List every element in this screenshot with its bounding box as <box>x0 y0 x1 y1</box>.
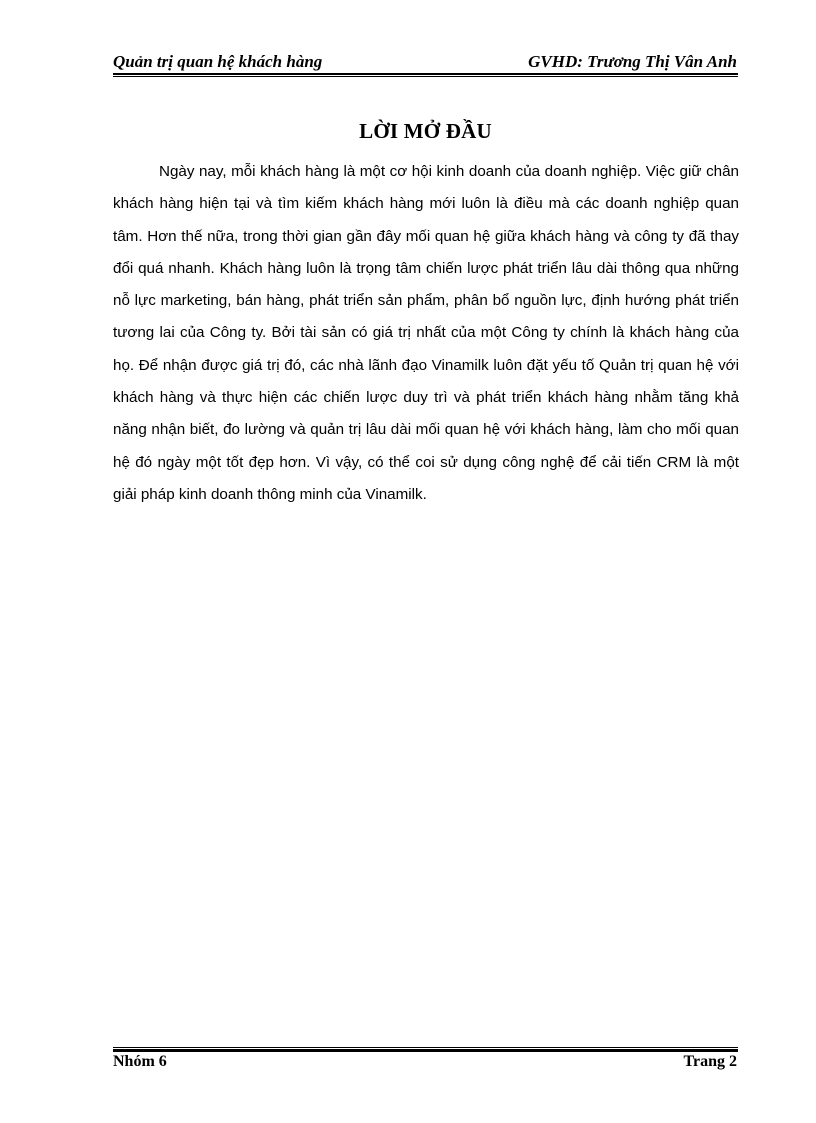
intro-paragraph: Ngày nay, mỗi khách hàng là một cơ hội kinh doanh của doanh nghiệp. Việc giữ chân khách hàng hiện tại và tìm kiếm khách hàng mới luôn là điều mà các doanh nghiệp quan tâm. Hơn thế nữa, trong thời gian gần đây mối quan hệ giữa khách hàng và công ty đã thay đổi quá nhanh. Khách hàng luôn là trọng tâm chiến lược phát triển lâu dài thông qua những nỗ lực marketing, bán hàng, phát triển sản phẩm, phân bổ nguồn lực, định hướng phát triển tương lai của Công ty. Bởi tài sản có giá trị nhất của một Công ty chính là khách hàng của họ. Để nhận được giá trị đó, các nhà lãnh đạo Vinamilk luôn đặt yếu tố Quản trị quan hệ với khách hàng và thực hiện các chiến lược duy trì và phát triển khách hàng nhằm tăng khả năng nhận biết, đo lường và quản trị lâu dài mối quan hệ với khách hàng, làm cho mối quan hệ đó ngày một tốt đẹp hơn. Vì vậy, có thể coi sử dụng công nghệ để cải tiến CRM là một giải pháp kinh doanh thông minh của Vinamilk. <box>113 163 739 503</box>
header-divider-thin <box>113 76 738 77</box>
page-footer <box>113 1053 737 1077</box>
footer-page-number: Trang 2 <box>683 1053 737 1070</box>
page-title: LỜI MỞ ĐẦU <box>359 119 492 143</box>
footer-group-name: Nhóm 6 <box>113 1053 167 1070</box>
footer-divider-thin <box>113 1047 738 1048</box>
header-instructor: GVHD: Trương Thị Vân Anh <box>528 52 737 71</box>
footer-divider-thick <box>113 1049 738 1052</box>
header-divider-thick <box>113 73 738 75</box>
header-course-title: Quản trị quan hệ khách hàng <box>113 52 323 71</box>
